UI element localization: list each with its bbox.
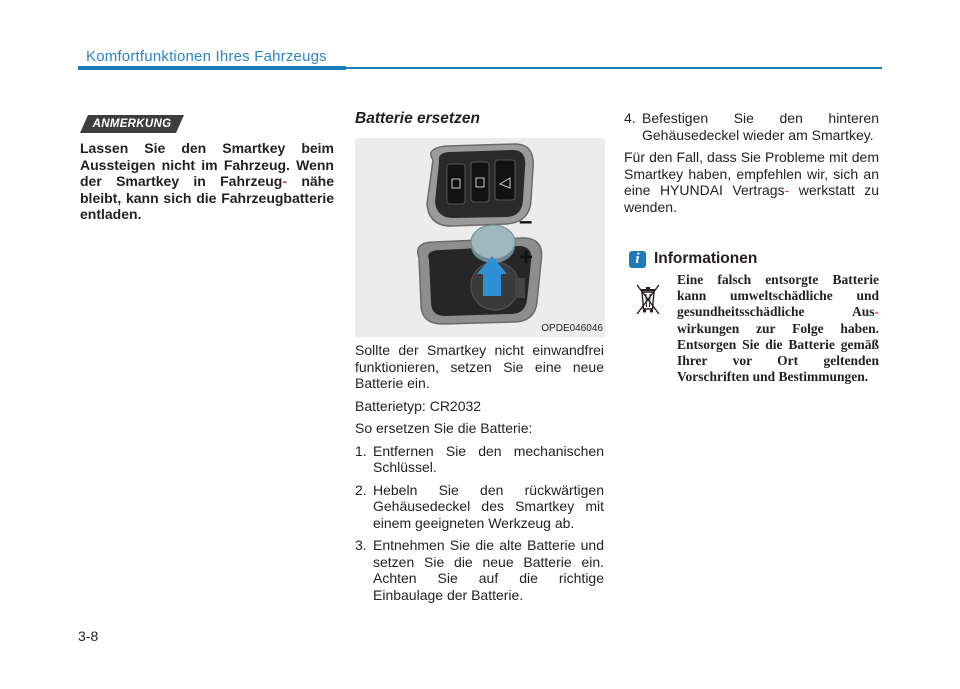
note-text-part1: Lassen Sie den Smartkey beim Aussteigen nicht im Fahrzeug. Wenn der Smartkey in Fahrzeug — [80, 140, 334, 189]
note-hyphen: - — [282, 173, 288, 189]
steps-intro: So ersetzen Sie die Batterie: — [355, 420, 533, 436]
steps-list — [355, 443, 604, 604]
battery-heading: Batterie ersetzen — [355, 110, 480, 127]
info-text-part1: Eine falsch entsorgte Batterie kann umweltschädliche und gesundheitsschädliche Aus — [677, 272, 879, 320]
step-item — [624, 110, 879, 143]
crossed-bin-icon — [628, 279, 668, 319]
step-number: 1. — [355, 442, 367, 459]
step-number: 3. — [355, 537, 367, 553]
battery-intro: Sollte der Smartkey nicht einwandfrei funktionieren, setzen Sie eine neue Batterie ein. — [355, 342, 604, 391]
problem-text-part2: werkstatt zu wenden. — [624, 182, 879, 215]
step-text: Entfernen Sie den mechanischen Schlüssel. — [373, 442, 604, 475]
info-text-part2: wirkungen zur Folge haben. Entsorgen Sie die Batterie gemäß Ihrer vor Ort geltenden Vorschriften und Bestimmungen. — [677, 320, 879, 385]
info-hyphen: - — [874, 304, 879, 320]
header-rule-thick — [78, 66, 346, 70]
note-text — [80, 140, 334, 223]
step-text: Entnehmen Sie die alte Batterie und setzen Sie die neue Batterie ein. Achten Sie auf die richtige Einbaulage der Batterie. — [373, 537, 604, 603]
problem-note — [624, 149, 879, 215]
key-fob-front — [427, 144, 533, 226]
step-item — [355, 537, 604, 603]
steps-list-continued — [624, 110, 879, 143]
step-text: Hebeln Sie den rückwärtigen Gehäusedeckel des Smartkey mit einem geeigneten Werkzeug ab. — [373, 481, 604, 531]
note-text-part2: nähe bleibt, kann sich die Fahrzeugbatterie entladen. — [80, 173, 335, 222]
step-text: Befestigen Sie den hinteren Gehäusedeckel wieder am Smartkey. — [642, 110, 879, 143]
step-number: 4. — [624, 110, 636, 126]
info-title: Informationen — [654, 250, 758, 267]
problem-hyphen: - — [784, 182, 790, 198]
plus-symbol: + — [519, 244, 534, 271]
section-title: Komfortfunktionen Ihres Fahrzeugs — [86, 48, 327, 65]
minus-symbol: – — [519, 208, 533, 235]
smartkey-battery-figure — [355, 138, 605, 337]
header-rule-thin — [346, 67, 882, 69]
battery-instructions — [355, 342, 604, 609]
problem-text-part1: Für den Fall, dass Sie Probleme mit dem Smartkey haben, empfehlen wir, sich an eine HYUNDAI Vertrags — [624, 149, 879, 198]
figure-code: OPDE046046 — [541, 323, 603, 334]
info-icon — [629, 251, 646, 268]
step-number: 2. — [355, 481, 367, 498]
info-text — [677, 272, 879, 385]
page-number: 3-8 — [78, 628, 99, 644]
step-item — [355, 443, 604, 476]
step-item — [355, 482, 604, 532]
note-badge-label: ANMERKUNG — [92, 118, 172, 130]
continued-instructions — [624, 110, 879, 221]
smartkey-illustration — [355, 138, 605, 337]
battery-type: Batterietyp: CR2032 — [355, 397, 482, 414]
info-icon-letter: i — [635, 251, 640, 267]
note-badge — [80, 115, 184, 133]
